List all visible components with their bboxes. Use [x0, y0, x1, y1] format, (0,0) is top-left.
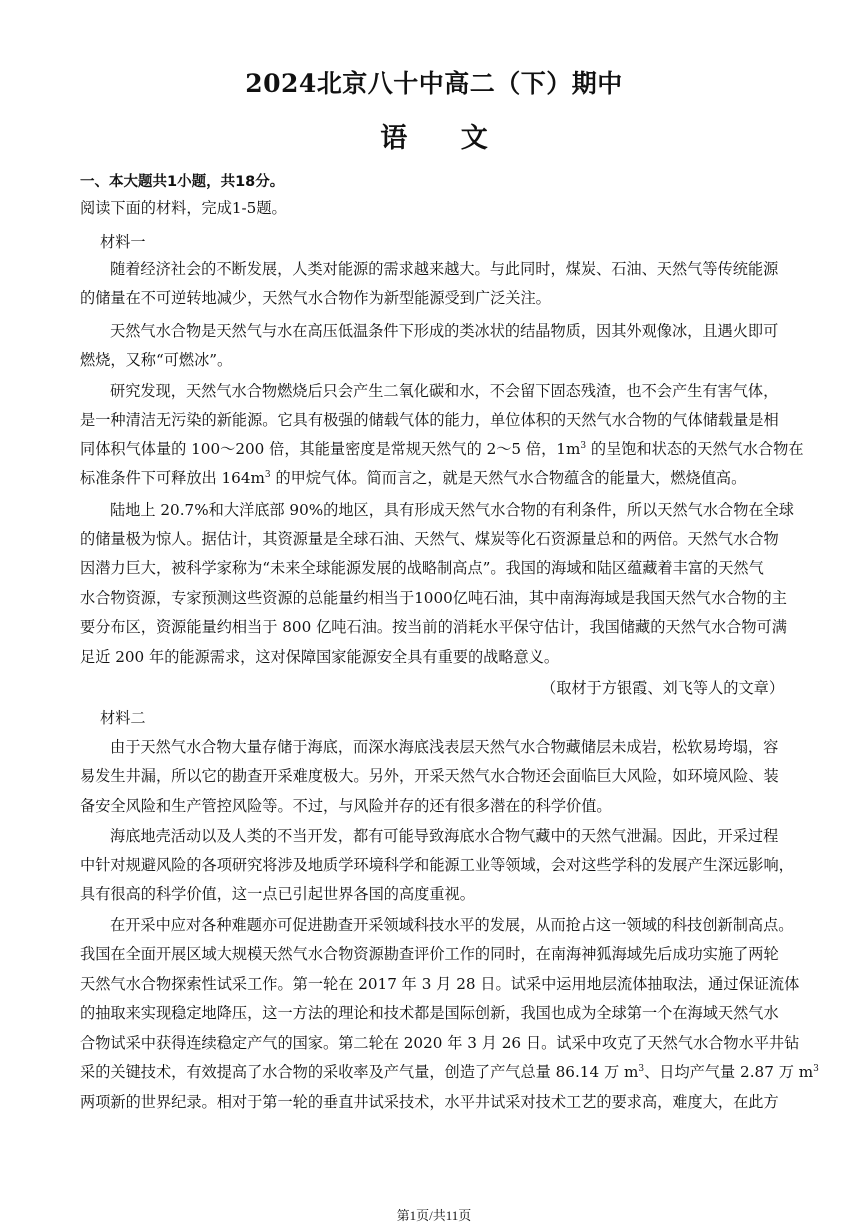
paragraph-line: 的抽取来实现稳定地降压，这一方法的理论和技术都是国际创新，我国也成为全球第一个在海域天然气水 [80, 1004, 779, 1022]
paragraph-line: 因潜力巨大，被科学家称为“未来全球能源发展的战略制高点”。我国的海域和陆区蕴藏着丰富的天然气 [80, 559, 764, 577]
paragraph-line: 研究发现，天然气水合物燃烧后只会产生二氧化碳和水，不会留下固态残渣，也不会产生有害气体， [110, 382, 779, 400]
paragraph-line: 在开采中应对各种难题亦可促进勘查开采领域科技水平的发展，从而抢占这一领域的科技创新制高点。 [110, 916, 794, 934]
section-heading: 一、本大题共1小题，共18分。 [80, 174, 285, 190]
paragraph-line: 水合物资源，专家预测这些资源的总能量约相当于1000亿吨石油，其中南海海域是我国天然气水合物的主 [80, 589, 787, 607]
paragraph-line: 标准条件下可释放出 $164m^3$ 的甲烷气体。简而言之，就是天然气水合物蕴含的能量大，燃烧值高。 [80, 469, 747, 487]
paragraph-line: 具有很高的科学价值，这一点已引起世界各国的高度重视。 [80, 885, 475, 903]
material-1-label: 材料一 [100, 233, 146, 251]
paragraph-line: 备安全风险和生产管控风险等。不过，与风险并存的还有很多潜在的科学价值。 [80, 797, 612, 815]
paragraph-line: 的储量极为惊人。据估计，其资源量是全球石油、天然气、煤炭等化石资源量总和的两倍。天然气水合物 [80, 530, 779, 548]
paragraph-line: 天然气水合物探索性试采工作。第一轮在 2017 年 3 月 28 日。试采中运用地层流体抽取法，通过保证流体 [80, 975, 800, 993]
paragraph-line: 同体积气体量的 100～200 倍，其能量密度是常规天然气的 2～5 倍，$1m^3$ 的呈饱和状态的天然气水合物在 [80, 440, 804, 458]
page-number: 第1页/共11页 [396, 1208, 472, 1223]
paragraph-line: 陆地上 20.7%和大洋底部 90%的地区，具有形成天然气水合物的有利条件，所以天然气水合物在全球 [110, 501, 794, 519]
paragraph-line: 易发生井漏，所以它的勘查开采难度极大。另外，开采天然气水合物还会面临巨大风险，如环境风险、装 [80, 767, 779, 785]
paragraph-line: 要分布区，资源能量约相当于 800 亿吨石油。按当前的消耗水平保守估计，我国储藏的天然气水合物可满 [80, 618, 787, 636]
paragraph-line: 海底地壳活动以及人类的不当开发，都有可能导致海底水合物气藏中的天然气泄漏。因此，开采过程 [110, 827, 779, 845]
paragraph-line: 的储量在不可逆转地减少，天然气水合物作为新型能源受到广泛关注。 [80, 289, 551, 307]
material-2-label: 材料二 [100, 709, 146, 727]
paragraph-line: 随着经济社会的不断发展，人类对能源的需求越来越大。与此同时，煤炭、石油、天然气等传统能源 [110, 260, 779, 278]
paragraph-line: 是一种清洁无污染的新能源。它具有极强的储载气体的能力，单位体积的天然气水合物的气体储载量是相 [80, 411, 779, 429]
paragraph-line: 合物试采中获得连续稳定产气的国家。第二轮在 2020 年 3 月 26 日。试采中攻克了天然气水合物水平井钻 [80, 1034, 800, 1052]
page-title: 2024北京八十中高二（下）期中 [245, 69, 623, 98]
subject-title: 语 文 [380, 123, 488, 154]
source-citation: （取材于方银霞、刘飞等人的文章） [541, 679, 784, 697]
paragraph-line: 天然气水合物是天然气与水在高压低温条件下形成的类冰状的结晶物质，因其外观像冰，且遇火即可 [110, 322, 779, 340]
paragraph-line: 采的关键技术，有效提高了水合物的采收率及产气量，创造了产气总量 86.14 万 $m^3$、日均产气量 2.87 万 $m^3$ [80, 1063, 819, 1081]
paragraph-line: 由于天然气水合物大量存储于海底，而深水海底浅表层天然气水合物藏储层未成岩，松软易垮塌，容 [110, 738, 779, 756]
paragraph-line: 两项新的世界纪录。相对于第一轮的垂直井试采技术，水平井试采对技术工艺的要求高，难度大，在此方 [80, 1093, 779, 1111]
instruction-text: 阅读下面的材料，完成1-5题。 [80, 199, 287, 217]
paragraph-line: 足近 200 年的能源需求，这对保障国家能源安全具有重要的战略意义。 [80, 648, 560, 666]
paragraph-line: 燃烧，又称“可燃冰”。 [80, 351, 233, 369]
paragraph-line: 我国在全面开展区域大规模天然气水合物资源勘查评价工作的同时，在南海神狐海域先后成功实施了两轮 [80, 945, 779, 963]
paragraph-line: 中针对规避风险的各项研究将涉及地质学环境科学和能源工业等领域，会对这些学科的发展产生深远影响， [80, 856, 794, 874]
